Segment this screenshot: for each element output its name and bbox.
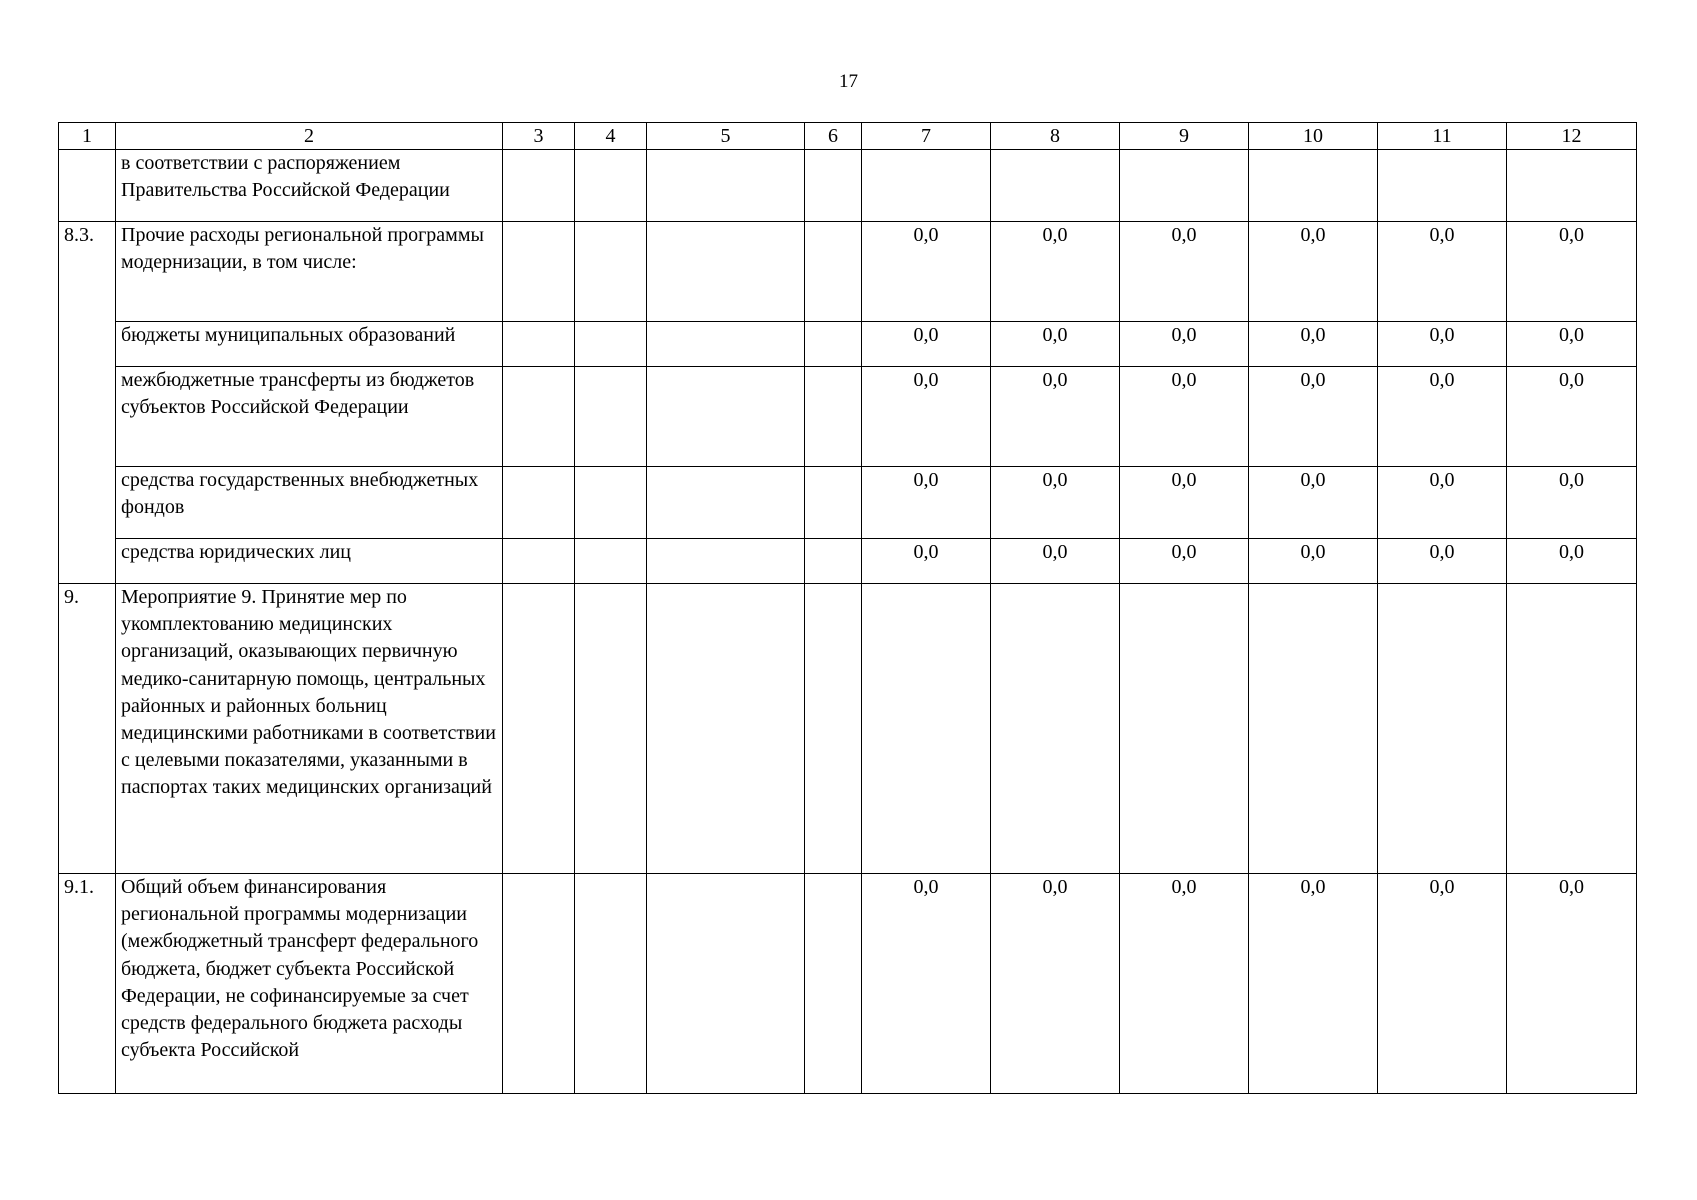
table-cell xyxy=(647,874,805,1094)
table-cell xyxy=(647,467,805,539)
table-cell xyxy=(503,222,575,322)
table-cell xyxy=(1120,584,1249,874)
table-cell xyxy=(575,367,647,467)
table-row xyxy=(59,539,1637,584)
funding-table xyxy=(58,122,1637,1094)
column-number-row xyxy=(59,123,1637,150)
table-row xyxy=(59,874,1637,1094)
table-cell xyxy=(805,467,862,539)
row-index xyxy=(59,150,116,222)
row-description: средства государственных внебюджетных фондов xyxy=(116,467,503,539)
table-cell xyxy=(991,584,1120,874)
table-cell xyxy=(805,874,862,1094)
table-cell xyxy=(1507,150,1637,222)
table-cell xyxy=(575,150,647,222)
table-cell xyxy=(503,539,575,584)
table-cell: 0,0 xyxy=(1378,467,1507,539)
table-cell xyxy=(1378,150,1507,222)
row-index: 8.3. xyxy=(59,222,116,584)
table-cell xyxy=(1378,584,1507,874)
table-cell: 0,0 xyxy=(1120,874,1249,1094)
table-row xyxy=(59,322,1637,367)
table-cell xyxy=(575,467,647,539)
table-cell xyxy=(503,150,575,222)
page-number: 17 xyxy=(839,71,858,92)
table-cell xyxy=(805,150,862,222)
table-cell xyxy=(862,150,991,222)
table-cell: 0,0 xyxy=(862,322,991,367)
table-cell: 0,0 xyxy=(1249,874,1378,1094)
table-cell: 0,0 xyxy=(1249,539,1378,584)
table-cell: 0,0 xyxy=(1378,322,1507,367)
table-cell xyxy=(1249,150,1378,222)
table-row xyxy=(59,584,1637,874)
table-cell xyxy=(647,367,805,467)
column-number: 10 xyxy=(1249,123,1378,150)
table-cell: 0,0 xyxy=(991,222,1120,322)
table-cell xyxy=(1120,150,1249,222)
row-description: межбюджетные трансферты из бюджетов субъектов Российской Федерации xyxy=(116,367,503,467)
table-cell: 0,0 xyxy=(1249,367,1378,467)
table-cell: 0,0 xyxy=(1507,874,1637,1094)
table-cell xyxy=(805,584,862,874)
table-cell xyxy=(1249,584,1378,874)
table-cell: 0,0 xyxy=(862,467,991,539)
table-cell xyxy=(503,467,575,539)
table-row xyxy=(59,222,1637,322)
table-cell xyxy=(647,539,805,584)
table-cell: 0,0 xyxy=(1249,322,1378,367)
table-cell: 0,0 xyxy=(1120,322,1249,367)
row-description: в соответствии с распоряжением Правительства Российской Федерации xyxy=(116,150,503,222)
table-cell: 0,0 xyxy=(991,367,1120,467)
table-row xyxy=(59,150,1637,222)
table-cell xyxy=(503,874,575,1094)
table-cell: 0,0 xyxy=(1120,222,1249,322)
table-cell xyxy=(503,322,575,367)
column-number: 7 xyxy=(862,123,991,150)
table-cell xyxy=(647,322,805,367)
table-cell: 0,0 xyxy=(862,222,991,322)
table-cell xyxy=(575,874,647,1094)
row-description: Прочие расходы региональной программы модернизации, в том числе: xyxy=(116,222,503,322)
table-cell: 0,0 xyxy=(1507,222,1637,322)
table-cell xyxy=(647,222,805,322)
row-index: 9.1. xyxy=(59,874,116,1094)
row-index: 9. xyxy=(59,584,116,874)
table-cell xyxy=(647,150,805,222)
row-description: бюджеты муниципальных образований xyxy=(116,322,503,367)
table-cell xyxy=(503,584,575,874)
table-cell: 0,0 xyxy=(991,322,1120,367)
table-row xyxy=(59,467,1637,539)
column-number: 6 xyxy=(805,123,862,150)
table-cell: 0,0 xyxy=(862,367,991,467)
table-cell: 0,0 xyxy=(1249,467,1378,539)
table-cell: 0,0 xyxy=(1378,539,1507,584)
table-cell: 0,0 xyxy=(991,467,1120,539)
column-number: 4 xyxy=(575,123,647,150)
table-cell: 0,0 xyxy=(1120,467,1249,539)
table-cell: 0,0 xyxy=(1120,367,1249,467)
table-cell xyxy=(503,367,575,467)
column-number: 1 xyxy=(59,123,116,150)
table-row xyxy=(59,367,1637,467)
table-cell: 0,0 xyxy=(1120,539,1249,584)
table-cell xyxy=(575,584,647,874)
column-number: 12 xyxy=(1507,123,1637,150)
table-cell xyxy=(575,222,647,322)
table-cell: 0,0 xyxy=(862,539,991,584)
table-cell: 0,0 xyxy=(991,539,1120,584)
table-cell xyxy=(805,322,862,367)
column-number: 5 xyxy=(647,123,805,150)
table-cell: 0,0 xyxy=(1378,222,1507,322)
column-number: 8 xyxy=(991,123,1120,150)
column-number: 2 xyxy=(116,123,503,150)
column-number: 9 xyxy=(1120,123,1249,150)
table-cell: 0,0 xyxy=(1378,367,1507,467)
table-cell xyxy=(647,584,805,874)
row-description: Общий объем финансирования региональной программы модернизации (межбюджетный трансферт федерального бюджета, бюджет субъекта Российской Федерации, не софинансируемые за счет средств федерального бюджета расходы субъекта Российской xyxy=(116,874,503,1094)
table-cell: 0,0 xyxy=(862,874,991,1094)
table-cell xyxy=(805,222,862,322)
row-description: Мероприятие 9. Принятие мер по укомплектованию медицинских организаций, оказывающих первичную медико-санитарную помощь, центральных районных и районных больниц медицинскими работниками в соответствии с целевыми показателями, указанными в паспортах таких медицинских организаций xyxy=(116,584,503,874)
table-cell xyxy=(1507,584,1637,874)
table-cell: 0,0 xyxy=(1378,874,1507,1094)
table-cell xyxy=(991,150,1120,222)
table-cell: 0,0 xyxy=(1507,367,1637,467)
table-cell: 0,0 xyxy=(1507,467,1637,539)
column-number: 11 xyxy=(1378,123,1507,150)
table-cell: 0,0 xyxy=(1249,222,1378,322)
column-number: 3 xyxy=(503,123,575,150)
table-cell: 0,0 xyxy=(1507,322,1637,367)
table-cell xyxy=(805,539,862,584)
table-cell xyxy=(862,584,991,874)
table-cell xyxy=(575,322,647,367)
table-cell: 0,0 xyxy=(1507,539,1637,584)
table-cell xyxy=(805,367,862,467)
table-cell: 0,0 xyxy=(991,874,1120,1094)
table-cell xyxy=(575,539,647,584)
row-description: средства юридических лиц xyxy=(116,539,503,584)
